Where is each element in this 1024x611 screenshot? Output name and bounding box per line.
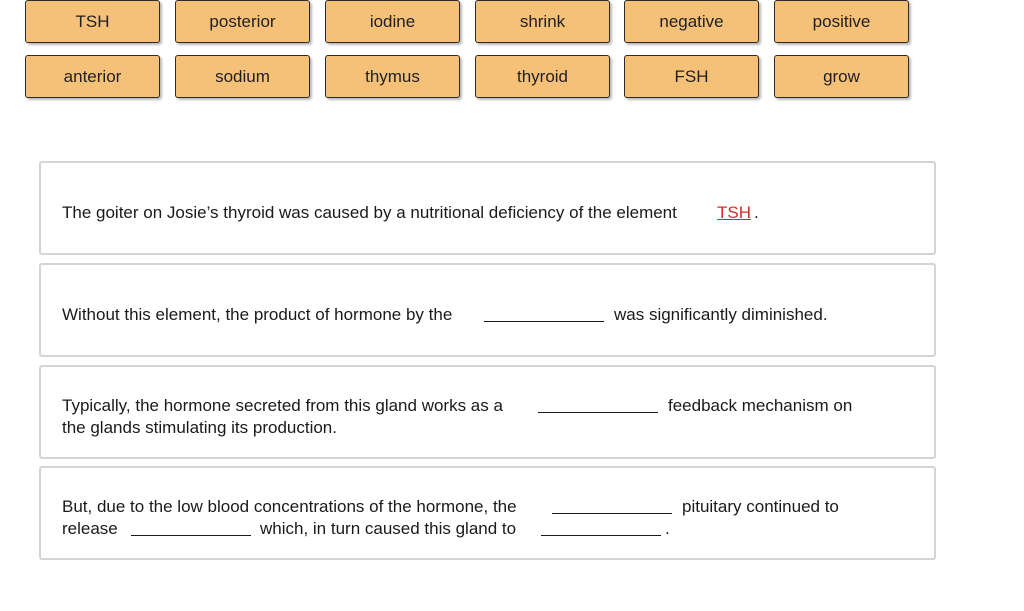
statement-4-blank-3[interactable]: [541, 535, 661, 536]
statement-1-text: The goiter on Josie’s thyroid was caused by a nutritional deficiency of the element: [62, 203, 677, 222]
statement-4-text-after: pituitary continued to: [682, 497, 839, 516]
statement-2-text: Without this element, the product of hormone by the: [62, 305, 453, 324]
statement-3-text-line2: the glands stimulating its production.: [62, 418, 337, 437]
statement-1-period: .: [754, 203, 759, 222]
word-tile-thyroid[interactable]: thyroid: [475, 55, 610, 98]
word-tile-shrink[interactable]: shrink: [475, 0, 610, 43]
statement-4-blank-2[interactable]: [131, 535, 251, 536]
statement-3-text-after: feedback mechanism on: [668, 396, 853, 415]
statement-3-blank[interactable]: [538, 412, 658, 413]
statement-card-3: [39, 365, 936, 459]
statement-4-line2-before: release: [62, 519, 118, 538]
statement-2-blank[interactable]: [484, 321, 604, 322]
statement-4-blank-1[interactable]: [552, 513, 672, 514]
word-tile-tsh[interactable]: TSH: [25, 0, 160, 43]
word-tile-positive[interactable]: positive: [774, 0, 909, 43]
word-tile-thymus[interactable]: thymus: [325, 55, 460, 98]
statement-card-2: [39, 263, 936, 357]
statement-2-text-after: was significantly diminished.: [614, 305, 828, 324]
word-tile-iodine[interactable]: iodine: [325, 0, 460, 43]
statement-3-text: Typically, the hormone secreted from this gland works as a: [62, 396, 503, 415]
word-tile-anterior[interactable]: anterior: [25, 55, 160, 98]
word-tile-sodium[interactable]: sodium: [175, 55, 310, 98]
statement-4-line2-end: .: [665, 519, 670, 538]
statement-4-text: But, due to the low blood concentrations of the hormone, the: [62, 497, 517, 516]
statement-1-answer[interactable]: TSH: [717, 203, 751, 222]
word-tile-grow[interactable]: grow: [774, 55, 909, 98]
statement-4-line2-middle: which, in turn caused this gland to: [260, 519, 517, 538]
word-tile-fsh[interactable]: FSH: [624, 55, 759, 98]
word-tile-posterior[interactable]: posterior: [175, 0, 310, 43]
statement-card-1: [39, 161, 936, 255]
word-tile-negative[interactable]: negative: [624, 0, 759, 43]
statement-card-4: [39, 466, 936, 560]
